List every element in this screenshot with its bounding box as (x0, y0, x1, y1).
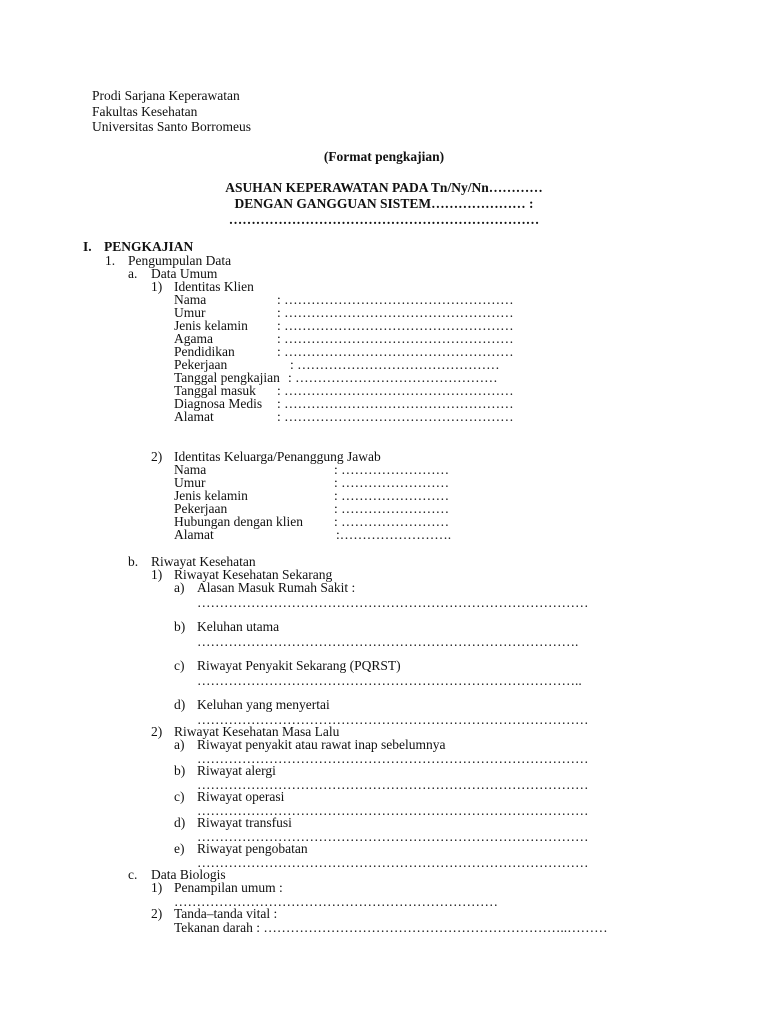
field-label: Nama (174, 292, 207, 307)
field-value[interactable]: : …………………………………………… (277, 383, 514, 398)
title-line-1: ASUHAN KEPERAWATAN PADA Tn/Ny/Nn………… (225, 180, 543, 195)
field-label: Pekerjaan (174, 357, 228, 372)
field-label: Alamat (174, 409, 214, 424)
q-label: Riwayat operasi (197, 789, 285, 804)
q-label: Riwayat pengobatan (197, 841, 308, 856)
item-c-number: c. (128, 867, 138, 882)
item-b-number: b. (128, 554, 139, 569)
field-value[interactable]: : …………………… (334, 501, 450, 516)
header-university: Universitas Santo Borromeus (92, 119, 251, 134)
field-label: Tanggal pengkajian (174, 370, 280, 385)
answer-line[interactable]: ………………………………………………………………………….. (197, 673, 582, 688)
field-label: Tanggal masuk (174, 383, 256, 398)
answer-line[interactable]: ……………………………………………………………… (174, 894, 498, 909)
header-faculty: Fakultas Kesehatan (92, 104, 198, 119)
sub-title: Pengumpulan Data (128, 253, 232, 268)
q-label: Keluhan utama (197, 619, 280, 634)
sekarang-number: 1) (151, 567, 163, 582)
field-value[interactable]: : …………………………………………… (277, 396, 514, 411)
item-a-title: Data Umum (151, 266, 218, 281)
field-value[interactable]: : ……………………………………… (288, 370, 498, 385)
lalu-title: Riwayat Kesehatan Masa Lalu (174, 724, 340, 739)
section-number: I. (83, 239, 92, 254)
klien-title: Identitas Klien (174, 279, 254, 294)
q-number: a) (174, 737, 185, 752)
field-label: Jenis kelamin (174, 318, 248, 333)
field-value[interactable]: : …………………………………………… (277, 409, 514, 424)
field-label: Alamat (174, 527, 214, 542)
blood-pressure-field[interactable]: Tekanan darah : …………………………………………………………..……… (174, 920, 608, 935)
vital-label: Tanda–tanda vital : (174, 906, 278, 921)
item-c-title: Data Biologis (151, 867, 226, 882)
field-label: Pekerjaan (174, 501, 228, 516)
answer-line[interactable]: …………………………………………………………………………. (197, 634, 579, 649)
answer-line[interactable]: …………………………………………………………………………… (197, 595, 589, 610)
q-label: Keluhan yang menyertai (197, 697, 330, 712)
q-number: a) (174, 580, 185, 595)
answer-line[interactable]: …………………………………………………………………………… (197, 751, 589, 766)
field-value[interactable]: :……………………. (336, 527, 452, 542)
keluarga-title: Identitas Keluarga/Penanggung Jawab (174, 449, 381, 464)
answer-line[interactable]: …………………………………………………………………………… (197, 829, 589, 844)
field-label: Nama (174, 462, 207, 477)
field-label: Agama (174, 331, 213, 346)
item-a-number: a. (128, 266, 138, 281)
field-label: Diagnosa Medis (174, 396, 263, 411)
q-label: Riwayat penyakit atau rawat inap sebelumnya (197, 737, 446, 752)
field-value[interactable]: : …………………… (334, 475, 450, 490)
answer-line[interactable]: …………………………………………………………………………… (197, 855, 589, 870)
q-number: b) (174, 763, 186, 778)
section-title: PENGKAJIAN (104, 239, 194, 254)
q-number: d) (174, 815, 186, 830)
q-label: Riwayat alergi (197, 763, 276, 778)
field-value[interactable]: : …………………………………………… (277, 292, 514, 307)
title-line-3: …………………………………………………………… (228, 212, 540, 227)
sekarang-title: Riwayat Kesehatan Sekarang (174, 567, 333, 582)
q-number: d) (174, 697, 186, 712)
field-value[interactable]: : ……………………………………… (290, 357, 500, 372)
field-label: Umur (174, 305, 206, 320)
field-label: Hubungan dengan klien (174, 514, 303, 529)
answer-line[interactable]: …………………………………………………………………………… (197, 712, 589, 727)
q-label: Alasan Masuk Rumah Sakit : (197, 580, 356, 595)
field-value[interactable]: : …………………………………………… (277, 318, 514, 333)
answer-line[interactable]: …………………………………………………………………………… (197, 777, 589, 792)
q-label: Riwayat transfusi (197, 815, 292, 830)
keluarga-number: 2) (151, 449, 163, 464)
vital-number: 2) (151, 906, 163, 921)
q-number: e) (174, 841, 185, 856)
lalu-number: 2) (151, 724, 163, 739)
q-number: c) (174, 789, 185, 804)
item-b-title: Riwayat Kesehatan (151, 554, 256, 569)
q-number: b) (174, 619, 186, 634)
klien-number: 1) (151, 279, 163, 294)
q-number: c) (174, 658, 185, 673)
field-value[interactable]: : …………………… (334, 488, 450, 503)
answer-line[interactable]: …………………………………………………………………………… (197, 803, 589, 818)
header-program: Prodi Sarjana Keperawatan (92, 88, 240, 103)
field-label: Pendidikan (174, 344, 235, 359)
field-label: Umur (174, 475, 206, 490)
field-value[interactable]: : …………………… (334, 462, 450, 477)
field-value[interactable]: : …………………… (334, 514, 450, 529)
sub-number: 1. (105, 253, 116, 268)
penampilan-number: 1) (151, 880, 163, 895)
penampilan-label: Penampilan umum : (174, 880, 283, 895)
field-value[interactable]: : …………………………………………… (277, 305, 514, 320)
field-value[interactable]: : …………………………………………… (277, 331, 514, 346)
title-line-2: DENGAN GANGGUAN SISTEM………………… : (234, 196, 534, 211)
field-value[interactable]: : …………………………………………… (277, 344, 514, 359)
q-label: Riwayat Penyakit Sekarang (PQRST) (197, 658, 401, 673)
format-label: (Format pengkajian) (323, 149, 445, 164)
field-label: Jenis kelamin (174, 488, 248, 503)
